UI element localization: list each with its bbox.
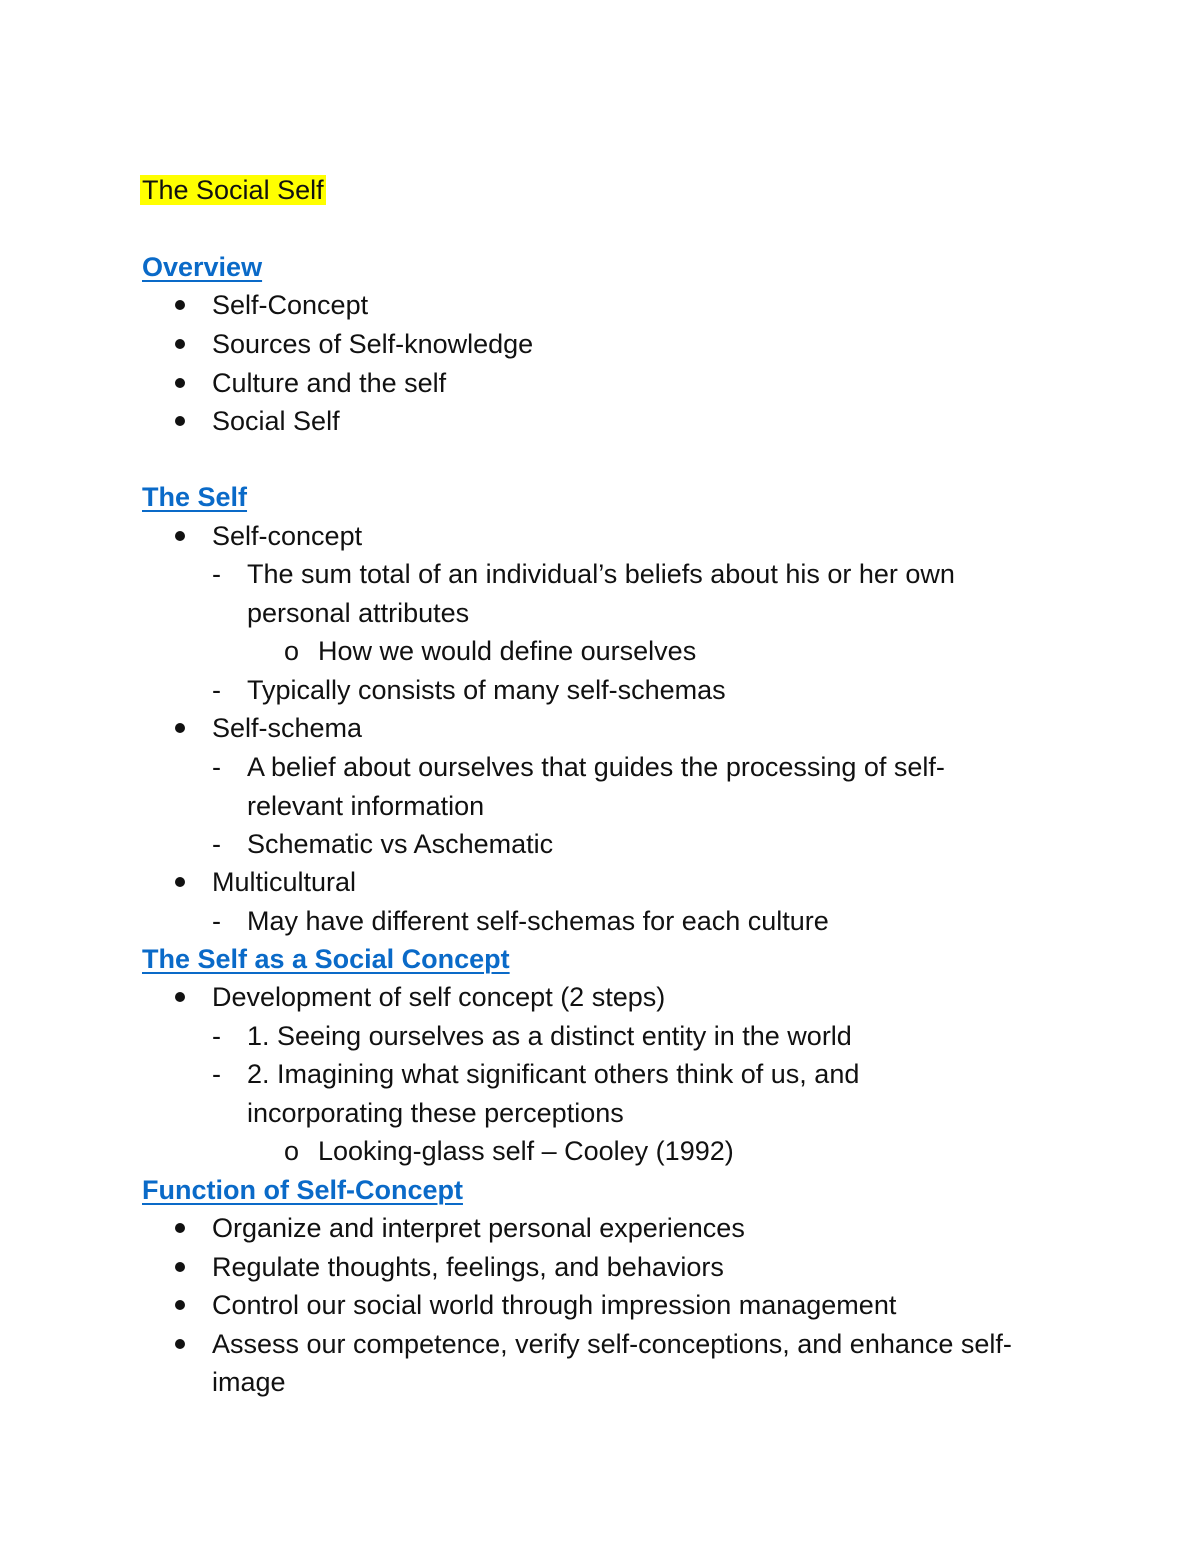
the-self-bullet: Self-schema (212, 713, 363, 743)
bullet-icon (175, 992, 185, 1002)
the-self-bullet: Multicultural (212, 867, 357, 897)
heading-the-self: The Self (142, 482, 248, 512)
function-bullet: Control our social world through impression management (212, 1290, 897, 1320)
overview-item: Culture and the self (212, 368, 447, 398)
bullet-icon (175, 1339, 185, 1349)
dash-icon: - (212, 1059, 221, 1089)
the-self-detail: May have different self-schemas for each culture (247, 906, 829, 936)
the-self-detail: Typically consists of many self-schemas (247, 675, 726, 705)
the-self-detail: The sum total of an individual’s beliefs about his or her own (247, 559, 955, 589)
the-self-detail-cont: personal attributes (247, 598, 470, 628)
bullet-icon (175, 877, 185, 887)
bullet-icon (175, 1223, 185, 1233)
bullet-icon (175, 339, 185, 349)
social-concept-bullet: Development of self concept (2 steps) (212, 982, 666, 1012)
sub-bullet-icon: o (284, 636, 300, 666)
function-bullet-cont: image (212, 1367, 286, 1397)
heading-social-concept: The Self as a Social Concept (142, 944, 510, 974)
dash-icon: - (212, 559, 221, 589)
function-bullet: Organize and interpret personal experiences (212, 1213, 745, 1243)
dash-icon: - (212, 1021, 221, 1051)
the-self-detail: Schematic vs Aschematic (247, 829, 554, 859)
bullet-icon (175, 531, 185, 541)
dash-icon: - (212, 675, 221, 705)
dash-icon: - (212, 829, 221, 859)
heading-overview: Overview (142, 252, 263, 282)
bullet-icon (175, 723, 185, 733)
title-highlight: The Social Self (142, 175, 324, 205)
dash-icon: - (212, 906, 221, 936)
overview-item: Sources of Self-knowledge (212, 329, 534, 359)
the-self-bullet: Self-concept (212, 521, 363, 551)
heading-function: Function of Self-Concept (142, 1175, 463, 1205)
overview-item: Social Self (212, 406, 340, 436)
the-self-detail: A belief about ourselves that guides the processing of self- (247, 752, 945, 782)
dash-icon: - (212, 752, 221, 782)
bullet-icon (175, 416, 185, 426)
bullet-icon (175, 1300, 185, 1310)
the-self-detail-cont: relevant information (247, 791, 485, 821)
document-title (140, 171, 326, 209)
bullet-icon (175, 378, 185, 388)
function-bullet: Assess our competence, verify self-conceptions, and enhance self- (212, 1329, 1012, 1359)
social-concept-sub-detail: Looking-glass self – Cooley (1992) (318, 1136, 734, 1166)
bullet-icon (175, 1262, 185, 1272)
bullet-icon (175, 300, 185, 310)
function-bullet: Regulate thoughts, feelings, and behaviors (212, 1252, 724, 1282)
social-concept-detail: 2. Imagining what significant others think of us, and (247, 1059, 860, 1089)
sub-bullet-icon: o (284, 1136, 300, 1166)
social-concept-detail: 1. Seeing ourselves as a distinct entity in the world (247, 1021, 852, 1051)
social-concept-detail-cont: incorporating these perceptions (247, 1098, 624, 1128)
the-self-sub-detail: How we would define ourselves (318, 636, 697, 666)
overview-item: Self-Concept (212, 290, 369, 320)
